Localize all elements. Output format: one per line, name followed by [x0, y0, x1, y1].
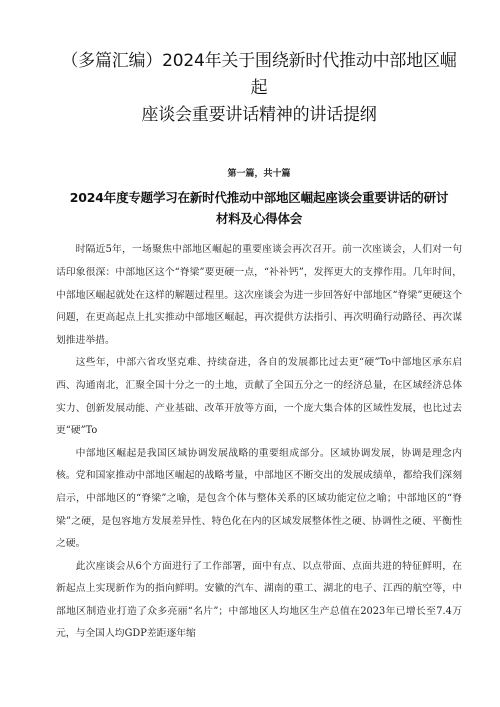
article-subtitle-line-2: 材料及心得体会 — [215, 211, 303, 226]
document-title — [56, 48, 462, 129]
article-subtitle — [56, 187, 462, 229]
article-body — [56, 239, 462, 646]
paragraph: 此次座谈会从6个方面进行了工作部署，面中有点、以点带面、点面共进的特征鲜明，在新起点上实现新作为的指向鲜明。安徽的汽车、湖南的重工、湖北的电子、江西的航空等，中部地区制造业打造了众多亮丽“名片”；中部地区人均地区生产总值在2023年已增长至7.4万元，与全国人均GDP差距逐年缩 — [56, 560, 462, 640]
article-subtitle-line-1: 2024年度专题学习在新时代推动中部地区崛起座谈会重要讲话的研讨 — [69, 190, 449, 205]
chapter-label: 第一篇，共十篇 — [227, 169, 291, 179]
paragraph: 时隔近5年，一场聚焦中部地区崛起的重要座谈会再次召开。前一次座谈会，人们对一句话印象很深：中部地区这个“脊梁”要更硬一点，“补补钙”，发挥更大的支撑作用。几年时间，中部地区崛起就处在这样的解题过程里。这次座谈会为进一步回答好中部地区“脊梁”更硬这个问题，在更高起点上扎实推动中部地区崛起，再次提供方法指引、再次明确行动路径、再次谋划推进举措。 — [56, 244, 462, 346]
document-title-line-2: 座谈会重要讲话精神的讲话提纲 — [141, 105, 377, 125]
document-title-line-1: （多篇汇编）2024年关于围绕新时代推动中部地区崛起 — [61, 51, 457, 98]
paragraph: 这些年，中部六省攻坚克难、持续奋进，各自的发展都比过去更“硬”To中部地区承东启西、沟通南北，汇聚全国十分之一的土地，贡献了全国五分之一的经济总量，在区域经济总体实力、创新发展动能、产业基础、改革开放等方面，一个庞大集合体的区域性发展，也比过去更“硬”To — [56, 357, 462, 437]
paragraph: 中部地区崛起是我国区域协调发展战略的重要组成部分。区域协调发展，协调是理念内核。党和国家推动中部地区崛起的战略考量，中部地区不断交出的发展成绩单，都给我们深刻启示，中部地区的“脊梁”之喻，是包含个体与整体关系的区域功能定位之喻；中部地区的“脊梁”之硬，是包容地方发展差异性、特色化在内的区域发展整体性之硬、协调性之硬、平衡性之硬。 — [56, 447, 462, 550]
